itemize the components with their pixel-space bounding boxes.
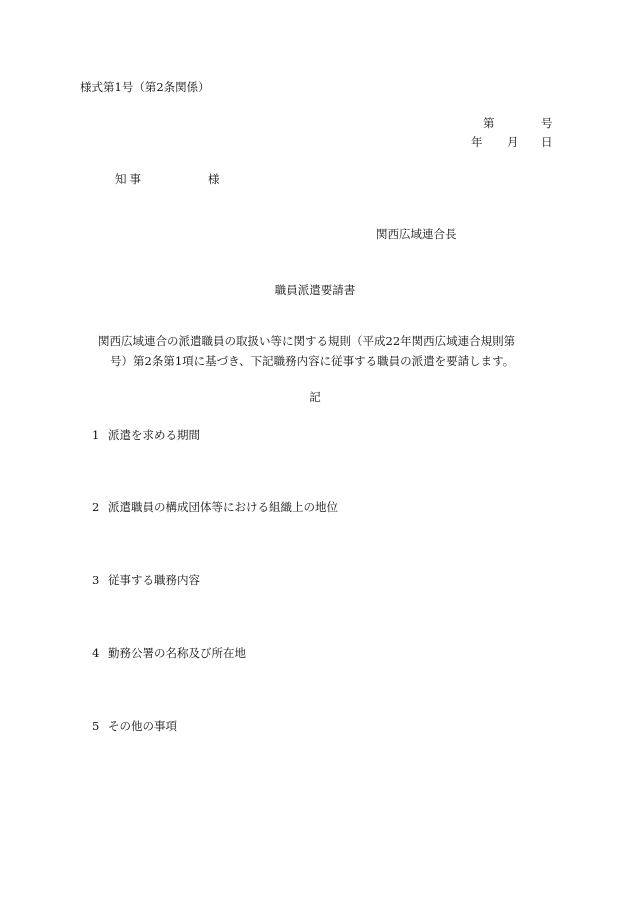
addressee-honorific: 様 [208, 172, 220, 186]
item-text: 従事する職務内容 [108, 573, 200, 587]
date-year: 年 [471, 135, 483, 149]
date-day: 日 [541, 135, 553, 149]
ki-heading: 記 [309, 390, 321, 404]
item-text: その他の事項 [108, 719, 177, 733]
date-month: 月 [507, 135, 519, 149]
item-text: 派遣を求める期間 [108, 428, 200, 442]
item-text: 勤務公署の名称及び所在地 [108, 646, 246, 660]
item-text: 派遣職員の構成団体等における組織上の地位 [108, 500, 338, 514]
item-number: 5 [92, 719, 100, 733]
sender-name: 関西広域連合長 [376, 227, 457, 241]
document-number-suffix: 号 [541, 116, 553, 130]
addressee-title: 知事 [115, 172, 144, 186]
body-line-1: 関西広域連合の派遣職員の取扱い等に関する規則（平成22年関西広域連合規則第 [98, 334, 516, 348]
document-title: 職員派遣要請書 [274, 283, 356, 297]
item-number: 4 [92, 646, 100, 660]
body-line-2: 号）第2条第1項に基づき、下記職務内容に従事する職員の派遣を要請します。 [110, 354, 515, 368]
form-label: 様式第1号（第2条関係） [80, 80, 210, 94]
item-number: 2 [92, 500, 100, 514]
item-number: 3 [92, 573, 100, 587]
document-number-prefix: 第 [483, 116, 495, 130]
item-number: 1 [92, 428, 100, 442]
